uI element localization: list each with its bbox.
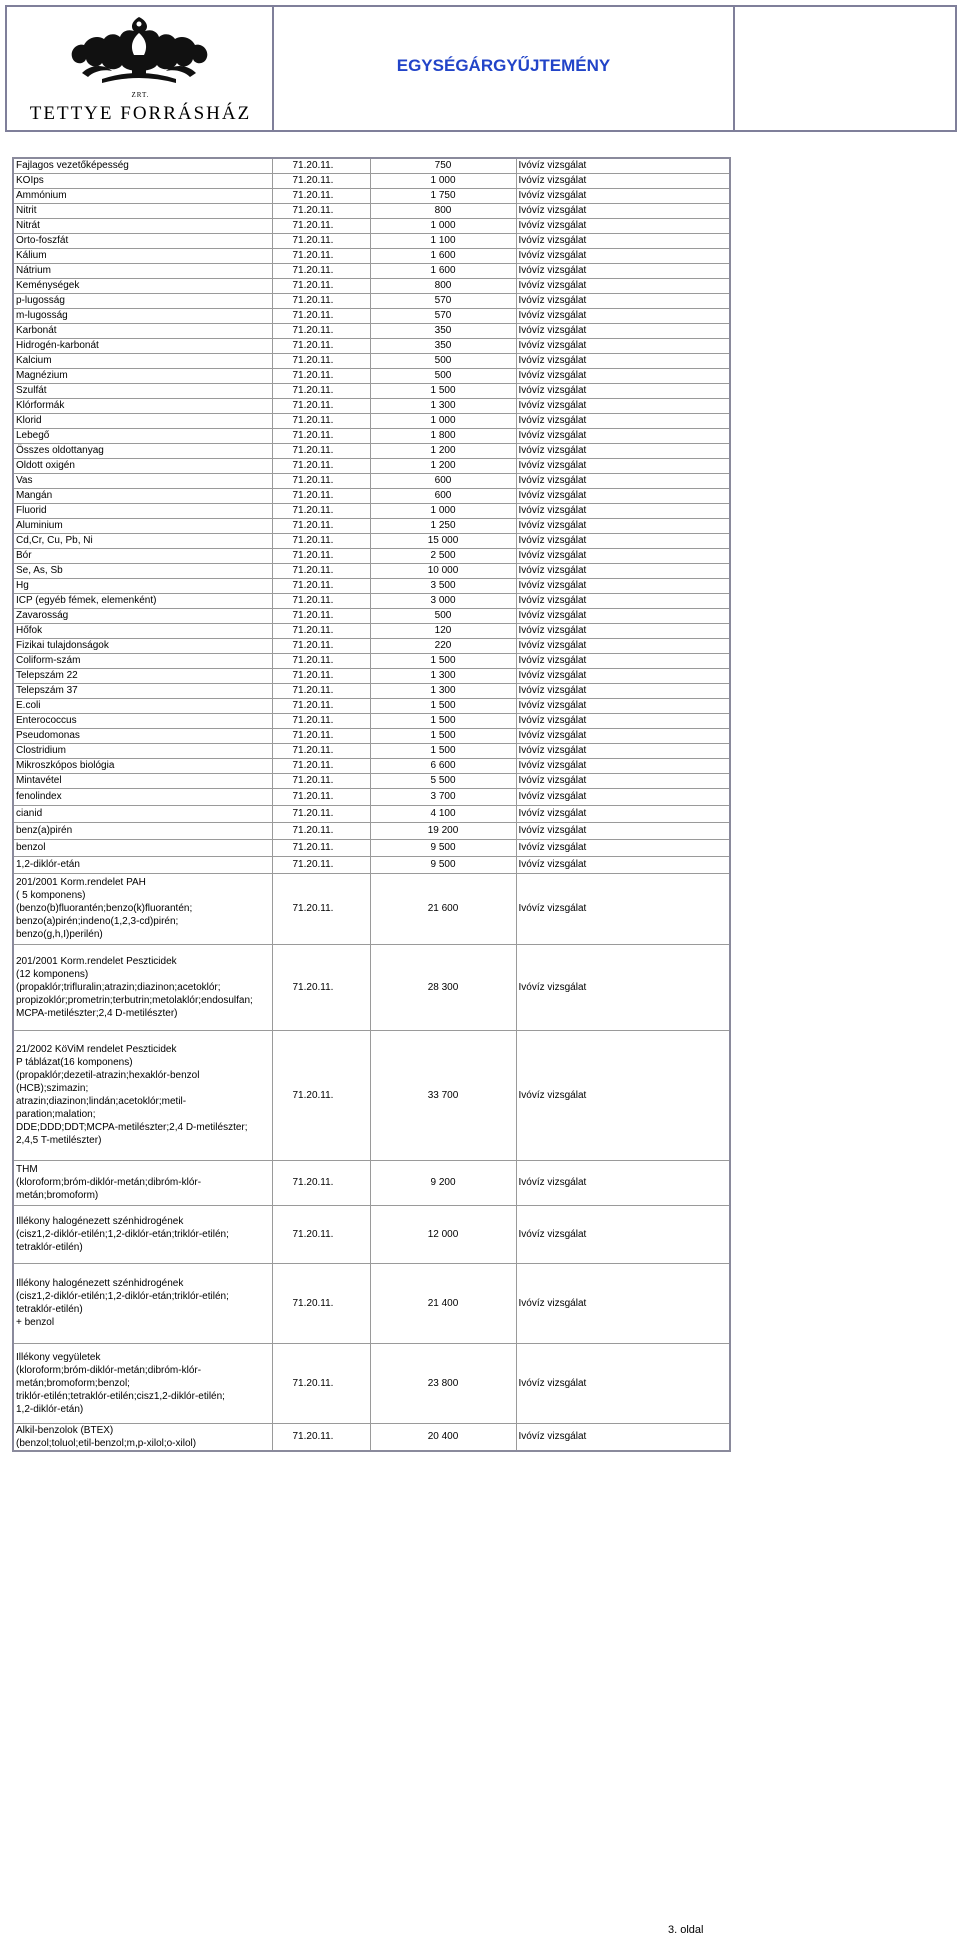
service-code-cell: 71.20.11.: [272, 218, 370, 233]
service-code-cell: 71.20.11.: [272, 173, 370, 188]
service-code-cell: 71.20.11.: [272, 293, 370, 308]
table-row: [13, 758, 730, 773]
analysis-name-cell: Orto-foszfát: [13, 233, 272, 248]
service-code-cell: 71.20.11.: [272, 428, 370, 443]
unit-price-cell: 750: [370, 158, 516, 173]
analysis-name-cell: Magnézium: [13, 368, 272, 383]
header-empty-cell: [733, 7, 955, 130]
fountain-house-logo-icon: [62, 13, 217, 93]
unit-price-cell: 9 500: [370, 856, 516, 873]
unit-price-cell: 9 200: [370, 1160, 516, 1205]
category-cell: Ivóvíz vizsgálat: [516, 233, 730, 248]
table-row: [13, 743, 730, 758]
table-row: [13, 944, 730, 1030]
analysis-name-cell: cianid: [13, 805, 272, 822]
table-row: [13, 503, 730, 518]
category-cell: Ivóvíz vizsgálat: [516, 698, 730, 713]
table-row: [13, 822, 730, 839]
category-cell: Ivóvíz vizsgálat: [516, 173, 730, 188]
service-code-cell: 71.20.11.: [272, 623, 370, 638]
analysis-name-cell: 201/2001 Korm.rendelet PAH ( 5 komponens) (benzo(b)fluorantén;benzo(k)fluorantén; benzo(a)pirén;indeno(1,2,3-cd)pirén; benzo(g,h,I)perilén): [13, 873, 272, 944]
analysis-name-cell: Keménységek: [13, 278, 272, 293]
unit-price-cell: 1 000: [370, 503, 516, 518]
category-cell: Ivóvíz vizsgálat: [516, 683, 730, 698]
analysis-name-cell: 1,2-diklór-etán: [13, 856, 272, 873]
table-row: [13, 1263, 730, 1343]
table-row: [13, 488, 730, 503]
unit-price-cell: 800: [370, 203, 516, 218]
service-code-cell: 71.20.11.: [272, 308, 370, 323]
service-code-cell: 71.20.11.: [272, 248, 370, 263]
table-row: [13, 683, 730, 698]
unit-price-cell: 1 250: [370, 518, 516, 533]
unit-price-cell: 500: [370, 608, 516, 623]
table-row: [13, 398, 730, 413]
unit-price-cell: 350: [370, 323, 516, 338]
category-cell: Ivóvíz vizsgálat: [516, 158, 730, 173]
category-cell: Ivóvíz vizsgálat: [516, 728, 730, 743]
category-cell: Ivóvíz vizsgálat: [516, 1263, 730, 1343]
table-row: [13, 728, 730, 743]
analysis-name-cell: Hidrogén-karbonát: [13, 338, 272, 353]
service-code-cell: 71.20.11.: [272, 944, 370, 1030]
service-code-cell: 71.20.11.: [272, 323, 370, 338]
category-cell: Ivóvíz vizsgálat: [516, 1343, 730, 1423]
service-code-cell: 71.20.11.: [272, 278, 370, 293]
table-row: [13, 533, 730, 548]
analysis-name-cell: Clostridium: [13, 743, 272, 758]
service-code-cell: 71.20.11.: [272, 683, 370, 698]
unit-price-cell: 1 000: [370, 413, 516, 428]
service-code-cell: 71.20.11.: [272, 518, 370, 533]
price-table-body: [13, 158, 730, 1451]
category-cell: Ivóvíz vizsgálat: [516, 788, 730, 805]
table-row: [13, 839, 730, 856]
title-cell: [274, 7, 733, 130]
table-row: [13, 323, 730, 338]
analysis-name-cell: Se, As, Sb: [13, 563, 272, 578]
service-code-cell: 71.20.11.: [272, 188, 370, 203]
table-row: [13, 293, 730, 308]
service-code-cell: 71.20.11.: [272, 728, 370, 743]
category-cell: Ivóvíz vizsgálat: [516, 668, 730, 683]
analysis-name-cell: Zavarosság: [13, 608, 272, 623]
analysis-name-cell: Kalcium: [13, 353, 272, 368]
service-code-cell: 71.20.11.: [272, 593, 370, 608]
category-cell: Ivóvíz vizsgálat: [516, 293, 730, 308]
category-cell: Ivóvíz vizsgálat: [516, 188, 730, 203]
category-cell: Ivóvíz vizsgálat: [516, 518, 730, 533]
service-code-cell: 71.20.11.: [272, 1343, 370, 1423]
unit-price-cell: 2 500: [370, 548, 516, 563]
service-code-cell: 71.20.11.: [272, 458, 370, 473]
analysis-name-cell: Enterococcus: [13, 713, 272, 728]
unit-price-cell: 1 300: [370, 398, 516, 413]
analysis-name-cell: Hőfok: [13, 623, 272, 638]
analysis-name-cell: Vas: [13, 473, 272, 488]
analysis-name-cell: Szulfát: [13, 383, 272, 398]
category-cell: Ivóvíz vizsgálat: [516, 944, 730, 1030]
analysis-name-cell: Lebegő: [13, 428, 272, 443]
analysis-name-cell: 201/2001 Korm.rendelet Peszticidek (12 komponens) (propaklór;trifluralin;atrazin;diazinon;acetoklór; propizoklór;prometrin;terbutrin;metolaklór;endosulfan; MCPA-metilészter;2,4 D-metilészter): [13, 944, 272, 1030]
analysis-name-cell: fenolindex: [13, 788, 272, 805]
category-cell: Ivóvíz vizsgálat: [516, 218, 730, 233]
table-row: [13, 473, 730, 488]
category-cell: Ivóvíz vizsgálat: [516, 383, 730, 398]
analysis-name-cell: Bór: [13, 548, 272, 563]
category-cell: Ivóvíz vizsgálat: [516, 413, 730, 428]
unit-price-cell: 1 000: [370, 218, 516, 233]
category-cell: Ivóvíz vizsgálat: [516, 398, 730, 413]
table-row: [13, 668, 730, 683]
service-code-cell: 71.20.11.: [272, 158, 370, 173]
analysis-name-cell: Telepszám 22: [13, 668, 272, 683]
category-cell: Ivóvíz vizsgálat: [516, 608, 730, 623]
table-row: [13, 443, 730, 458]
analysis-name-cell: ICP (egyéb fémek, elemenként): [13, 593, 272, 608]
unit-price-cell: 21 400: [370, 1263, 516, 1343]
service-code-cell: 71.20.11.: [272, 788, 370, 805]
category-cell: Ivóvíz vizsgálat: [516, 758, 730, 773]
category-cell: Ivóvíz vizsgálat: [516, 548, 730, 563]
service-code-cell: 71.20.11.: [272, 805, 370, 822]
unit-price-cell: 1 750: [370, 188, 516, 203]
page-number: 3. oldal: [668, 1924, 704, 1936]
service-code-cell: 71.20.11.: [272, 548, 370, 563]
analysis-name-cell: Illékony halogénezett szénhidrogének (cisz1,2-diklór-etilén;1,2-diklór-etán;triklór-etilén; tetraklór-etilén): [13, 1205, 272, 1263]
service-code-cell: 71.20.11.: [272, 203, 370, 218]
service-code-cell: 71.20.11.: [272, 398, 370, 413]
table-row: [13, 653, 730, 668]
analysis-name-cell: benzol: [13, 839, 272, 856]
category-cell: Ivóvíz vizsgálat: [516, 593, 730, 608]
category-cell: Ivóvíz vizsgálat: [516, 473, 730, 488]
unit-price-cell: 220: [370, 638, 516, 653]
analysis-name-cell: Fluorid: [13, 503, 272, 518]
unit-price-cell: 23 800: [370, 1343, 516, 1423]
analysis-name-cell: THM (kloroform;bróm-diklór-metán;dibróm-klór- metán;bromoform): [13, 1160, 272, 1205]
table-row: [13, 158, 730, 173]
table-row: [13, 773, 730, 788]
table-row: [13, 233, 730, 248]
table-row: [13, 368, 730, 383]
table-row: [13, 578, 730, 593]
service-code-cell: 71.20.11.: [272, 443, 370, 458]
unit-price-cell: 3 500: [370, 578, 516, 593]
service-code-cell: 71.20.11.: [272, 743, 370, 758]
category-cell: Ivóvíz vizsgálat: [516, 1030, 730, 1160]
service-code-cell: 71.20.11.: [272, 856, 370, 873]
table-row: [13, 593, 730, 608]
category-cell: Ivóvíz vizsgálat: [516, 353, 730, 368]
service-code-cell: 71.20.11.: [272, 873, 370, 944]
category-cell: Ivóvíz vizsgálat: [516, 428, 730, 443]
unit-price-cell: 9 500: [370, 839, 516, 856]
category-cell: Ivóvíz vizsgálat: [516, 458, 730, 473]
category-cell: Ivóvíz vizsgálat: [516, 1160, 730, 1205]
analysis-name-cell: Nátrium: [13, 263, 272, 278]
service-code-cell: 71.20.11.: [272, 413, 370, 428]
table-row: [13, 698, 730, 713]
analysis-name-cell: Alkil-benzolok (BTEX) (benzol;toluol;etil-benzol;m,p-xilol;o-xilol): [13, 1423, 272, 1451]
table-row: [13, 413, 730, 428]
category-cell: Ivóvíz vizsgálat: [516, 1205, 730, 1263]
table-row: [13, 1030, 730, 1160]
analysis-name-cell: m-lugosság: [13, 308, 272, 323]
category-cell: Ivóvíz vizsgálat: [516, 263, 730, 278]
unit-price-cell: 10 000: [370, 563, 516, 578]
analysis-name-cell: p-lugosság: [13, 293, 272, 308]
analysis-name-cell: 21/2002 KöViM rendelet Peszticidek P táblázat(16 komponens) (propaklór;dezetil-atrazin;hexaklór-benzol (HCB);szimazin; atrazin;diazinon;lindán;acetoklór;metil- paration;malation; DDE;DDD;DDT;MCPA-metilészter;2,4 D-metilészter; 2,4,5 T-metilészter): [13, 1030, 272, 1160]
analysis-name-cell: Mintavétel: [13, 773, 272, 788]
unit-price-cell: 1 200: [370, 458, 516, 473]
category-cell: Ivóvíz vizsgálat: [516, 248, 730, 263]
unit-price-cell: 1 500: [370, 653, 516, 668]
table-row: [13, 1423, 730, 1451]
category-cell: Ivóvíz vizsgálat: [516, 773, 730, 788]
unit-price-cell: 1 300: [370, 683, 516, 698]
price-table: [12, 157, 731, 1452]
table-row: [13, 608, 730, 623]
table-row: [13, 563, 730, 578]
logo-zrt-text: ZRT.: [131, 91, 150, 99]
unit-price-cell: 12 000: [370, 1205, 516, 1263]
category-cell: Ivóvíz vizsgálat: [516, 856, 730, 873]
category-cell: Ivóvíz vizsgálat: [516, 443, 730, 458]
analysis-name-cell: KOIps: [13, 173, 272, 188]
service-code-cell: 71.20.11.: [272, 1205, 370, 1263]
unit-price-cell: 21 600: [370, 873, 516, 944]
unit-price-cell: 1 500: [370, 743, 516, 758]
category-cell: Ivóvíz vizsgálat: [516, 638, 730, 653]
service-code-cell: 71.20.11.: [272, 713, 370, 728]
category-cell: Ivóvíz vizsgálat: [516, 488, 730, 503]
analysis-name-cell: benz(a)pirén: [13, 822, 272, 839]
service-code-cell: 71.20.11.: [272, 383, 370, 398]
table-row: [13, 873, 730, 944]
unit-price-cell: 600: [370, 488, 516, 503]
table-row: [13, 518, 730, 533]
unit-price-cell: 570: [370, 293, 516, 308]
analysis-name-cell: Fajlagos vezetőképesség: [13, 158, 272, 173]
analysis-name-cell: Mikroszkópos biológia: [13, 758, 272, 773]
unit-price-cell: 1 300: [370, 668, 516, 683]
service-code-cell: 71.20.11.: [272, 1263, 370, 1343]
category-cell: Ivóvíz vizsgálat: [516, 203, 730, 218]
unit-price-cell: 1 500: [370, 728, 516, 743]
category-cell: Ivóvíz vizsgálat: [516, 1423, 730, 1451]
unit-price-cell: 1 600: [370, 263, 516, 278]
analysis-name-cell: Klorid: [13, 413, 272, 428]
analysis-name-cell: Illékony vegyületek (kloroform;bróm-diklór-metán;dibróm-klór- metán;bromoform;benzol; triklór-etilén;tetraklór-etilén;cisz1,2-diklór-etilén; 1,2-diklór-etán): [13, 1343, 272, 1423]
unit-price-cell: 3 000: [370, 593, 516, 608]
table-row: [13, 788, 730, 805]
category-cell: Ivóvíz vizsgálat: [516, 873, 730, 944]
table-row: [13, 353, 730, 368]
analysis-name-cell: Kálium: [13, 248, 272, 263]
analysis-name-cell: Karbonát: [13, 323, 272, 338]
unit-price-cell: 1 100: [370, 233, 516, 248]
service-code-cell: 71.20.11.: [272, 473, 370, 488]
service-code-cell: 71.20.11.: [272, 698, 370, 713]
category-cell: Ivóvíz vizsgálat: [516, 278, 730, 293]
analysis-name-cell: Fizikai tulajdonságok: [13, 638, 272, 653]
table-row: [13, 338, 730, 353]
service-code-cell: 71.20.11.: [272, 773, 370, 788]
unit-price-cell: 3 700: [370, 788, 516, 805]
table-row: [13, 428, 730, 443]
service-code-cell: 71.20.11.: [272, 353, 370, 368]
category-cell: Ivóvíz vizsgálat: [516, 323, 730, 338]
table-row: [13, 1205, 730, 1263]
analysis-name-cell: Coliform-szám: [13, 653, 272, 668]
document-title: EGYSÉGÁRGYŰJTEMÉNY: [396, 55, 611, 75]
analysis-name-cell: Telepszám 37: [13, 683, 272, 698]
table-row: [13, 856, 730, 873]
unit-price-cell: 5 500: [370, 773, 516, 788]
service-code-cell: 71.20.11.: [272, 1160, 370, 1205]
service-code-cell: 71.20.11.: [272, 233, 370, 248]
service-code-cell: 71.20.11.: [272, 488, 370, 503]
category-cell: Ivóvíz vizsgálat: [516, 533, 730, 548]
unit-price-cell: 28 300: [370, 944, 516, 1030]
category-cell: Ivóvíz vizsgálat: [516, 338, 730, 353]
unit-price-cell: 6 600: [370, 758, 516, 773]
analysis-name-cell: E.coli: [13, 698, 272, 713]
table-row: [13, 623, 730, 638]
analysis-name-cell: Klórformák: [13, 398, 272, 413]
analysis-name-cell: Pseudomonas: [13, 728, 272, 743]
unit-price-cell: 1 600: [370, 248, 516, 263]
category-cell: Ivóvíz vizsgálat: [516, 743, 730, 758]
category-cell: Ivóvíz vizsgálat: [516, 563, 730, 578]
service-code-cell: 71.20.11.: [272, 839, 370, 856]
table-row: [13, 308, 730, 323]
service-code-cell: 71.20.11.: [272, 563, 370, 578]
service-code-cell: 71.20.11.: [272, 533, 370, 548]
table-row: [13, 173, 730, 188]
service-code-cell: 71.20.11.: [272, 608, 370, 623]
table-row: [13, 458, 730, 473]
service-code-cell: 71.20.11.: [272, 578, 370, 593]
analysis-name-cell: Ammónium: [13, 188, 272, 203]
analysis-name-cell: Hg: [13, 578, 272, 593]
table-row: [13, 248, 730, 263]
unit-price-cell: 20 400: [370, 1423, 516, 1451]
table-row: [13, 805, 730, 822]
analysis-name-cell: Illékony halogénezett szénhidrogének (cisz1,2-diklór-etilén;1,2-diklór-etán;triklór-etilén; tetraklór-etilén) + benzol: [13, 1263, 272, 1343]
unit-price-cell: 500: [370, 353, 516, 368]
unit-price-cell: 15 000: [370, 533, 516, 548]
table-row: [13, 1343, 730, 1423]
category-cell: Ivóvíz vizsgálat: [516, 503, 730, 518]
service-code-cell: 71.20.11.: [272, 1423, 370, 1451]
unit-price-cell: 800: [370, 278, 516, 293]
unit-price-cell: 500: [370, 368, 516, 383]
analysis-name-cell: Összes oldottanyag: [13, 443, 272, 458]
unit-price-cell: 33 700: [370, 1030, 516, 1160]
unit-price-cell: 1 200: [370, 443, 516, 458]
category-cell: Ivóvíz vizsgálat: [516, 653, 730, 668]
unit-price-cell: 600: [370, 473, 516, 488]
analysis-name-cell: Nitrit: [13, 203, 272, 218]
company-name: TETTYE FORRÁSHÁZ: [29, 103, 252, 124]
unit-price-cell: 350: [370, 338, 516, 353]
unit-price-cell: 570: [370, 308, 516, 323]
service-code-cell: 71.20.11.: [272, 368, 370, 383]
category-cell: Ivóvíz vizsgálat: [516, 839, 730, 856]
analysis-name-cell: Aluminium: [13, 518, 272, 533]
service-code-cell: 71.20.11.: [272, 263, 370, 278]
service-code-cell: 71.20.11.: [272, 503, 370, 518]
unit-price-cell: 4 100: [370, 805, 516, 822]
category-cell: Ivóvíz vizsgálat: [516, 368, 730, 383]
service-code-cell: 71.20.11.: [272, 638, 370, 653]
unit-price-cell: 1 500: [370, 698, 516, 713]
table-row: [13, 1160, 730, 1205]
table-row: [13, 383, 730, 398]
analysis-name-cell: Mangán: [13, 488, 272, 503]
table-row: [13, 188, 730, 203]
unit-price-cell: 19 200: [370, 822, 516, 839]
service-code-cell: 71.20.11.: [272, 822, 370, 839]
category-cell: Ivóvíz vizsgálat: [516, 713, 730, 728]
category-cell: Ivóvíz vizsgálat: [516, 822, 730, 839]
analysis-name-cell: Nitrát: [13, 218, 272, 233]
table-row: [13, 278, 730, 293]
company-logo: [7, 7, 274, 130]
page-header: [5, 5, 957, 132]
service-code-cell: 71.20.11.: [272, 1030, 370, 1160]
category-cell: Ivóvíz vizsgálat: [516, 623, 730, 638]
unit-price-cell: 1 500: [370, 713, 516, 728]
service-code-cell: 71.20.11.: [272, 338, 370, 353]
table-row: [13, 203, 730, 218]
category-cell: Ivóvíz vizsgálat: [516, 805, 730, 822]
service-code-cell: 71.20.11.: [272, 668, 370, 683]
table-row: [13, 218, 730, 233]
unit-price-cell: 1 800: [370, 428, 516, 443]
category-cell: Ivóvíz vizsgálat: [516, 578, 730, 593]
table-row: [13, 713, 730, 728]
unit-price-cell: 1 000: [370, 173, 516, 188]
analysis-name-cell: Oldott oxigén: [13, 458, 272, 473]
unit-price-cell: 120: [370, 623, 516, 638]
service-code-cell: 71.20.11.: [272, 653, 370, 668]
unit-price-cell: 1 500: [370, 383, 516, 398]
table-row: [13, 548, 730, 563]
table-row: [13, 638, 730, 653]
table-row: [13, 263, 730, 278]
service-code-cell: 71.20.11.: [272, 758, 370, 773]
category-cell: Ivóvíz vizsgálat: [516, 308, 730, 323]
analysis-name-cell: Cd,Cr, Cu, Pb, Ni: [13, 533, 272, 548]
